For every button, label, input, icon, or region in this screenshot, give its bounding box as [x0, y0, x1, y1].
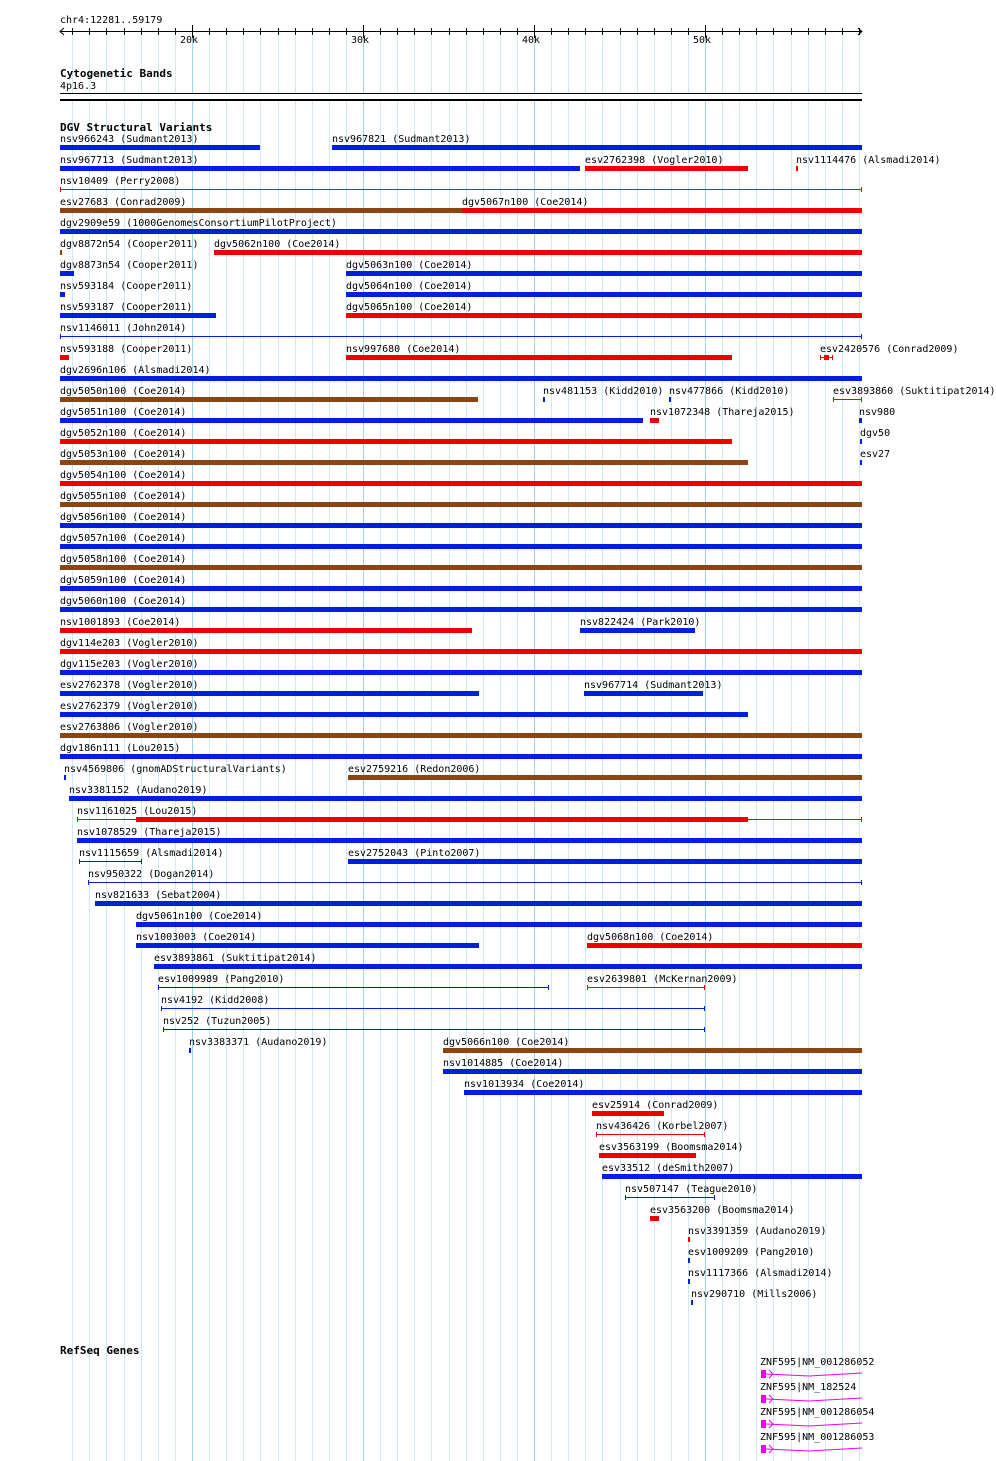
variant-label[interactable]: nsv290710 (Mills2006) [691, 1289, 818, 1300]
gene-intron[interactable] [766, 1369, 863, 1379]
variant-bar[interactable] [60, 754, 862, 759]
variant-bar[interactable] [60, 733, 862, 738]
variant-label[interactable]: dgv5051n100 (Coe2014) [60, 407, 187, 418]
variant-bar[interactable] [60, 355, 69, 360]
variant-bar[interactable] [596, 1134, 705, 1135]
variant-label[interactable]: esv27 [860, 449, 891, 460]
variant-bar[interactable] [346, 355, 732, 360]
variant-label[interactable]: dgv5059n100 (Coe2014) [60, 575, 187, 586]
variant-label[interactable]: nsv507147 (Teague2010) [625, 1184, 758, 1195]
variant-label[interactable]: dgv114e203 (Vogler2010) [60, 638, 199, 649]
cytoband-track-title[interactable]: Cytogenetic Bands [60, 67, 173, 80]
variant-bar[interactable] [60, 649, 862, 654]
variant-end-cap [88, 880, 89, 885]
variant-label[interactable]: nsv821633 (Sebat2004) [95, 890, 222, 901]
variant-label[interactable]: nsv1003003 (Coe2014) [136, 932, 257, 943]
variant-bar[interactable] [688, 1237, 690, 1242]
variant-label[interactable]: esv1009989 (Pang2010) [158, 974, 285, 985]
ruler-tick-label: 30k [351, 35, 370, 46]
variant-bar[interactable] [543, 397, 545, 402]
variant-label[interactable]: dgv5060n100 (Coe2014) [60, 596, 187, 607]
variant-label[interactable]: esv2762378 (Vogler2010) [60, 680, 199, 691]
variant-label[interactable]: nsv3383371 (Audano2019) [189, 1037, 328, 1048]
variant-label[interactable]: dgv5058n100 (Coe2014) [60, 554, 187, 565]
variant-label[interactable]: esv3563199 (Boomsma2014) [599, 1142, 744, 1153]
variant-bar[interactable] [60, 460, 748, 465]
variant-label[interactable]: nsv4569806 (gnomADStructuralVariants) [64, 764, 287, 775]
variant-bar[interactable] [95, 901, 862, 906]
variant-end-cap [158, 985, 159, 990]
variant-end-cap [548, 985, 549, 990]
variant-end-cap [714, 1195, 715, 1200]
variant-bar[interactable] [60, 271, 74, 276]
variant-label[interactable]: nsv997680 (Coe2014) [346, 344, 461, 355]
variant-end-cap [60, 334, 61, 339]
variant-bar[interactable] [580, 628, 695, 633]
variant-label[interactable]: esv3893861 (Suktitipat2014) [154, 953, 317, 964]
variant-bar[interactable] [60, 523, 862, 528]
variant-bar[interactable] [443, 1069, 862, 1074]
variant-bar[interactable] [348, 775, 862, 780]
variant-label[interactable]: nsv1014885 (Coe2014) [443, 1058, 564, 1069]
variant-bar[interactable] [60, 565, 862, 570]
variant-bar[interactable] [60, 607, 862, 612]
variant-bar[interactable] [60, 502, 862, 507]
variant-label[interactable]: esv2762379 (Vogler2010) [60, 701, 199, 712]
variant-bar-thick[interactable] [824, 355, 829, 360]
variant-bar[interactable] [60, 189, 862, 190]
variant-bar-thick[interactable] [136, 817, 748, 822]
variant-end-cap [820, 355, 821, 360]
variant-label[interactable]: dgv5061n100 (Coe2014) [136, 911, 263, 922]
variant-end-cap [861, 397, 862, 402]
variant-end-cap [832, 355, 833, 360]
variant-bar[interactable] [60, 208, 462, 213]
variant-label[interactable]: nsv477866 (Kidd2010) [669, 386, 790, 397]
variant-bar[interactable] [60, 586, 862, 591]
variant-end-cap [861, 880, 862, 885]
gene-label[interactable]: ZNF595|NM_001286053 [760, 1432, 875, 1443]
variant-bar[interactable] [136, 922, 862, 927]
variant-label[interactable]: dgv5054n100 (Coe2014) [60, 470, 187, 481]
variant-end-cap [163, 1027, 164, 1032]
variant-label[interactable]: nsv1072348 (Thareja2015) [650, 407, 795, 418]
variant-bar[interactable] [60, 439, 732, 444]
variant-bar[interactable] [60, 397, 478, 402]
refseq-track-title[interactable]: RefSeq Genes [60, 1344, 140, 1357]
variant-bar[interactable] [599, 1153, 696, 1158]
variant-end-cap [161, 1006, 162, 1011]
variant-label[interactable]: nsv980 [859, 407, 896, 418]
variant-end-cap [77, 817, 78, 822]
variant-label[interactable]: nsv593188 (Cooper2011) [60, 344, 193, 355]
variant-bar[interactable] [60, 313, 216, 318]
variant-bar[interactable] [691, 1300, 693, 1305]
variant-label[interactable]: dgv115e203 (Vogler2010) [60, 659, 199, 670]
variant-label[interactable]: esv33512 (deSmith2007) [602, 1163, 735, 1174]
variant-bar[interactable] [584, 691, 703, 696]
variant-bar[interactable] [60, 418, 643, 423]
variant-bar[interactable] [214, 250, 862, 255]
variant-label[interactable]: dgv5065n100 (Coe2014) [346, 302, 473, 313]
variant-label[interactable]: dgv5053n100 (Coe2014) [60, 449, 187, 460]
variant-label[interactable]: esv3563200 (Boomsma2014) [650, 1205, 795, 1216]
variant-label[interactable]: nsv1078529 (Thareja2015) [77, 827, 222, 838]
variant-end-cap [704, 1006, 705, 1011]
variant-bar[interactable] [77, 838, 862, 843]
variant-label[interactable]: dgv5050n100 (Coe2014) [60, 386, 187, 397]
variant-bar[interactable] [650, 418, 659, 423]
variant-bar[interactable] [833, 399, 862, 400]
gene-intron[interactable] [766, 1419, 863, 1429]
variant-bar[interactable] [60, 376, 862, 381]
variant-label[interactable]: nsv967713 (Sudmant2013) [60, 155, 199, 166]
variant-label[interactable]: dgv8873n54 (Cooper2011) [60, 260, 199, 271]
region-label: chr4:12281..59179 [60, 15, 163, 26]
variant-label[interactable]: nsv252 (Tuzun2005) [163, 1016, 272, 1027]
variant-end-cap [704, 1132, 705, 1137]
variant-bar[interactable] [860, 460, 862, 465]
variant-bar[interactable] [60, 712, 748, 717]
variant-bar[interactable] [60, 229, 862, 234]
variant-end-cap [861, 334, 862, 339]
variant-bar[interactable] [136, 943, 479, 948]
variant-bar[interactable] [60, 292, 65, 297]
variant-bar[interactable] [796, 166, 798, 171]
cytoband-bar[interactable] [60, 93, 862, 100]
variant-label[interactable]: dgv8872n54 (Cooper2011) [60, 239, 199, 250]
variant-label[interactable]: esv25914 (Conrad2009) [592, 1100, 719, 1111]
variant-bar[interactable] [163, 1029, 705, 1030]
variant-label[interactable]: nsv950322 (Dogan2014) [88, 869, 215, 880]
variant-bar[interactable] [154, 964, 862, 969]
variant-label[interactable]: nsv1013934 (Coe2014) [464, 1079, 585, 1090]
variant-label[interactable]: esv2752043 (Pinto2007) [348, 848, 481, 859]
variant-label[interactable]: nsv3381152 (Audano2019) [69, 785, 208, 796]
variant-label[interactable]: nsv967714 (Sudmant2013) [584, 680, 723, 691]
variant-label[interactable]: esv3893860 (Suktitipat2014) [833, 386, 996, 397]
variant-label[interactable]: nsv1001893 (Coe2014) [60, 617, 181, 628]
variant-label[interactable]: nsv1115659 (Alsmadi2014) [79, 848, 224, 859]
variant-label[interactable]: esv2763806 (Vogler2010) [60, 722, 199, 733]
variant-bar[interactable] [60, 166, 580, 171]
variant-bar[interactable] [158, 987, 549, 988]
variant-end-cap [861, 817, 862, 822]
variant-label[interactable]: nsv1117366 (Alsmadi2014) [688, 1268, 833, 1279]
variant-bar[interactable] [346, 271, 862, 276]
variant-label[interactable]: dgv2909e59 (1000GenomesConsortiumPilotProject) [60, 218, 337, 229]
variant-label[interactable]: nsv436426 (Korbel2007) [596, 1121, 729, 1132]
variant-label[interactable]: nsv1146011 (John2014) [60, 323, 187, 334]
variant-label[interactable]: nsv3391359 (Audano2019) [688, 1226, 827, 1237]
variant-bar[interactable] [592, 1111, 664, 1116]
cytoband-label: 4p16.3 [60, 81, 97, 92]
variant-end-cap [704, 1027, 705, 1032]
variant-label[interactable]: nsv1161025 (Lou2015) [77, 806, 198, 817]
variant-label[interactable]: dgv5056n100 (Coe2014) [60, 512, 187, 523]
variant-label[interactable]: nsv593187 (Cooper2011) [60, 302, 193, 313]
variant-label[interactable]: dgv5063n100 (Coe2014) [346, 260, 473, 271]
variant-label[interactable]: dgv5067n100 (Coe2014) [462, 197, 589, 208]
variant-end-cap [596, 1132, 597, 1137]
variant-bar[interactable] [69, 796, 862, 801]
ruler-tick-label: 40k [522, 35, 541, 46]
variant-label[interactable]: nsv1114476 (Alsmadi2014) [796, 155, 941, 166]
variant-label[interactable]: dgv5057n100 (Coe2014) [60, 533, 187, 544]
variant-end-cap [861, 187, 862, 192]
track-separator [60, 100, 862, 101]
variant-bar[interactable] [60, 250, 62, 255]
variant-end-cap [704, 985, 705, 990]
variant-end-cap [833, 397, 834, 402]
variant-label[interactable]: nsv822424 (Park2010) [580, 617, 701, 628]
variant-bar[interactable] [60, 145, 260, 150]
variant-bar[interactable] [332, 145, 862, 150]
variant-label[interactable]: nsv966243 (Sudmant2013) [60, 134, 199, 145]
variant-label[interactable]: dgv5064n100 (Coe2014) [346, 281, 473, 292]
ruler-tick-label: 50k [693, 35, 712, 46]
variant-bar[interactable] [79, 861, 142, 862]
variant-bar[interactable] [60, 691, 479, 696]
variant-label[interactable]: dgv2696n106 (Alsmadi2014) [60, 365, 211, 376]
variant-end-cap [141, 859, 142, 864]
variant-bar[interactable] [60, 628, 472, 633]
variant-bar[interactable] [346, 292, 862, 297]
variant-label[interactable]: esv2759216 (Redon2006) [348, 764, 481, 775]
variant-bar[interactable] [64, 775, 66, 780]
variant-bar[interactable] [602, 1174, 862, 1179]
variant-label[interactable]: esv27683 (Conrad2009) [60, 197, 187, 208]
variant-end-cap [587, 985, 588, 990]
variant-bar[interactable] [189, 1048, 191, 1053]
variant-label[interactable]: dgv5066n100 (Coe2014) [443, 1037, 570, 1048]
variant-label[interactable]: esv2639801 (McKernan2009) [587, 974, 738, 985]
variant-label[interactable]: dgv5052n100 (Coe2014) [60, 428, 187, 439]
variant-bar[interactable] [462, 208, 862, 213]
variant-end-cap [60, 187, 61, 192]
variant-bar[interactable] [688, 1279, 690, 1284]
gene-label[interactable]: ZNF595|NM_182524 [760, 1382, 857, 1393]
variant-bar[interactable] [860, 439, 862, 444]
variant-bar[interactable] [443, 1048, 862, 1053]
variant-bar[interactable] [859, 418, 862, 423]
variant-bar[interactable] [587, 943, 862, 948]
variant-label[interactable]: dgv50 [860, 428, 891, 439]
variant-end-cap [625, 1195, 626, 1200]
variant-bar[interactable] [60, 544, 862, 549]
variant-bar[interactable] [688, 1258, 690, 1263]
variant-bar[interactable] [60, 481, 862, 486]
variant-bar[interactable] [669, 397, 671, 402]
gene-intron[interactable] [766, 1394, 863, 1404]
variant-bar[interactable] [585, 166, 748, 171]
variant-bar[interactable] [650, 1216, 659, 1221]
variant-label[interactable]: esv2420576 (Conrad2009) [820, 344, 959, 355]
variant-label[interactable]: dgv5055n100 (Coe2014) [60, 491, 187, 502]
variant-label[interactable]: dgv5062n100 (Coe2014) [214, 239, 341, 250]
variant-end-cap [79, 859, 80, 864]
variant-label[interactable]: esv2762398 (Vogler2010) [585, 155, 724, 166]
variant-bar[interactable] [348, 859, 862, 864]
variant-label[interactable]: nsv593184 (Cooper2011) [60, 281, 193, 292]
variant-bar[interactable] [625, 1197, 715, 1198]
variant-bar[interactable] [161, 1008, 705, 1009]
gene-label[interactable]: ZNF595|NM_001286054 [760, 1407, 875, 1418]
variant-bar[interactable] [88, 882, 862, 883]
variant-label[interactable]: nsv481153 (Kidd2010) [543, 386, 664, 397]
variant-bar[interactable] [60, 336, 862, 337]
variant-bar[interactable] [587, 987, 705, 988]
ruler-tick-label: 20k [180, 35, 199, 46]
dgv-track-title[interactable]: DGV Structural Variants [60, 121, 213, 134]
variant-label[interactable]: nsv4192 (Kidd2008) [161, 995, 270, 1006]
variant-bar[interactable] [60, 670, 862, 675]
gene-label[interactable]: ZNF595|NM_001286052 [760, 1357, 875, 1368]
variant-label[interactable]: dgv186n111 (Lou2015) [60, 743, 181, 754]
gene-intron[interactable] [766, 1444, 863, 1454]
variant-label[interactable]: nsv967821 (Sudmant2013) [332, 134, 471, 145]
variant-label[interactable]: nsv10409 (Perry2008) [60, 176, 181, 187]
variant-label[interactable]: dgv5068n100 (Coe2014) [587, 932, 714, 943]
variant-label[interactable]: esv1009209 (Pang2010) [688, 1247, 815, 1258]
variant-bar[interactable] [464, 1090, 862, 1095]
variant-bar[interactable] [346, 313, 862, 318]
